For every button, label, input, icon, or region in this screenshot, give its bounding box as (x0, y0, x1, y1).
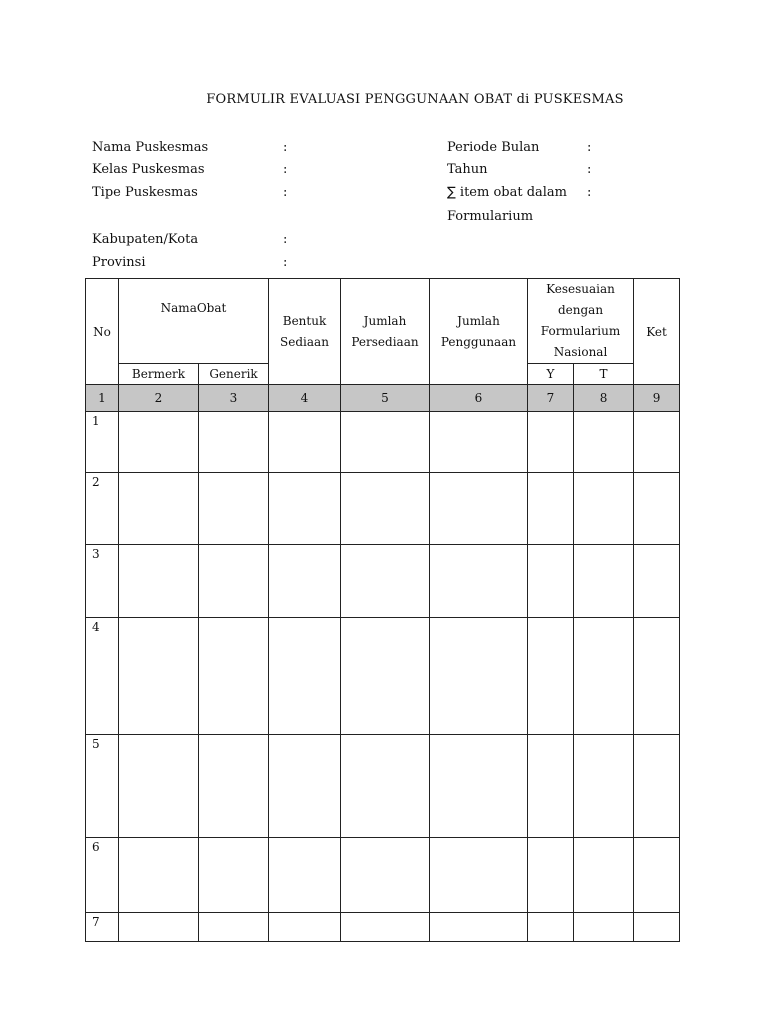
cell-jumlah-persediaan[interactable] (341, 545, 430, 618)
row-number: 6 (86, 838, 119, 913)
label-kelas-puskesmas: Kelas Puskesmas (92, 162, 205, 177)
cell-jumlah-penggunaan[interactable] (430, 913, 528, 942)
label-periode-bulan: Periode Bulan (447, 140, 540, 155)
cell-jumlah-penggunaan[interactable] (430, 545, 528, 618)
cell-jumlah-penggunaan[interactable] (430, 735, 528, 838)
colon-periode-bulan: : (587, 140, 592, 155)
table-row (86, 412, 680, 473)
cell-ket[interactable] (634, 545, 680, 618)
cell-t[interactable] (574, 618, 634, 735)
column-number: 1 (86, 385, 119, 412)
label-nama-puskesmas: Nama Puskesmas (92, 140, 209, 155)
cell-ket[interactable] (634, 618, 680, 735)
cell-generik[interactable] (199, 473, 269, 545)
cell-ket[interactable] (634, 735, 680, 838)
header-generik: Generik (199, 364, 269, 385)
header-kesesuaian: Kesesuaian dengan Formularium Nasional (528, 279, 634, 364)
cell-jumlah-persediaan[interactable] (341, 473, 430, 545)
cell-bentuk-sediaan[interactable] (269, 838, 341, 913)
cell-generik[interactable] (199, 412, 269, 473)
sum-symbol: ∑ (447, 185, 456, 200)
cell-t[interactable] (574, 913, 634, 942)
cell-generik[interactable] (199, 913, 269, 942)
cell-bermerk[interactable] (119, 735, 199, 838)
item-obat-line2: Formularium (447, 209, 534, 224)
label-kabupaten-kota: Kabupaten/Kota (92, 232, 199, 247)
cell-t[interactable] (574, 735, 634, 838)
colon-tahun: : (587, 162, 592, 177)
cell-bermerk[interactable] (119, 838, 199, 913)
column-number: 5 (341, 385, 430, 412)
cell-bermerk[interactable] (119, 473, 199, 545)
cell-generik[interactable] (199, 735, 269, 838)
cell-t[interactable] (574, 838, 634, 913)
table-row (86, 473, 680, 545)
cell-ket[interactable] (634, 838, 680, 913)
column-number: 7 (528, 385, 574, 412)
cell-bentuk-sediaan[interactable] (269, 618, 341, 735)
cell-jumlah-persediaan[interactable] (341, 838, 430, 913)
colon-kabupaten-kota: : (283, 232, 288, 247)
header-y: Y (528, 364, 574, 385)
cell-ket[interactable] (634, 412, 680, 473)
table-row (86, 735, 680, 838)
cell-bentuk-sediaan[interactable] (269, 545, 341, 618)
cell-bentuk-sediaan[interactable] (269, 473, 341, 545)
colon-tipe-puskesmas: : (283, 185, 288, 200)
cell-bermerk[interactable] (119, 618, 199, 735)
table-row (86, 913, 680, 942)
colon-item-obat: : (587, 185, 592, 200)
cell-t[interactable] (574, 473, 634, 545)
colon-provinsi: : (283, 255, 288, 270)
row-number: 4 (86, 618, 119, 735)
label-tahun: Tahun (447, 162, 488, 177)
cell-generik[interactable] (199, 545, 269, 618)
cell-y[interactable] (528, 545, 574, 618)
header-jumlah-persediaan: Jumlah Persediaan (341, 279, 430, 385)
row-number: 3 (86, 545, 119, 618)
label-provinsi: Provinsi (92, 255, 146, 270)
evaluation-table (85, 278, 680, 942)
column-number: 3 (199, 385, 269, 412)
cell-jumlah-penggunaan[interactable] (430, 838, 528, 913)
table-row (86, 545, 680, 618)
cell-jumlah-penggunaan[interactable] (430, 473, 528, 545)
header-bermerk: Bermerk (119, 364, 199, 385)
column-number: 8 (574, 385, 634, 412)
header-nama-obat: NamaObat (119, 279, 269, 364)
column-number-row (86, 385, 680, 412)
cell-jumlah-persediaan[interactable] (341, 913, 430, 942)
cell-jumlah-persediaan[interactable] (341, 618, 430, 735)
header-jumlah-penggunaan: Jumlah Penggunaan (430, 279, 528, 385)
cell-ket[interactable] (634, 473, 680, 545)
cell-bermerk[interactable] (119, 545, 199, 618)
header-ket: Ket (634, 279, 680, 385)
cell-bentuk-sediaan[interactable] (269, 412, 341, 473)
cell-bermerk[interactable] (119, 412, 199, 473)
row-number: 7 (86, 913, 119, 942)
row-number: 1 (86, 412, 119, 473)
item-obat-line1: item obat dalam (459, 185, 568, 200)
cell-jumlah-penggunaan[interactable] (430, 412, 528, 473)
header-no: No (86, 279, 119, 385)
label-tipe-puskesmas: Tipe Puskesmas (92, 185, 198, 200)
header-bentuk-sediaan: Bentuk Sediaan (269, 279, 341, 385)
column-number: 9 (634, 385, 680, 412)
column-number: 6 (430, 385, 528, 412)
cell-jumlah-persediaan[interactable] (341, 412, 430, 473)
colon-nama-puskesmas: : (283, 140, 288, 155)
cell-generik[interactable] (199, 838, 269, 913)
label-item-obat (447, 185, 567, 201)
cell-y[interactable] (528, 838, 574, 913)
cell-t[interactable] (574, 545, 634, 618)
row-number: 5 (86, 735, 119, 838)
cell-ket[interactable] (634, 913, 680, 942)
cell-bermerk[interactable] (119, 913, 199, 942)
cell-bentuk-sediaan[interactable] (269, 735, 341, 838)
table-row (86, 838, 680, 913)
column-number: 4 (269, 385, 341, 412)
cell-generik[interactable] (199, 618, 269, 735)
cell-jumlah-penggunaan[interactable] (430, 618, 528, 735)
cell-t[interactable] (574, 412, 634, 473)
cell-bentuk-sediaan[interactable] (269, 913, 341, 942)
column-number: 2 (119, 385, 199, 412)
cell-y[interactable] (528, 473, 574, 545)
cell-y[interactable] (528, 913, 574, 942)
header-t: T (574, 364, 634, 385)
cell-jumlah-persediaan[interactable] (341, 735, 430, 838)
cell-y[interactable] (528, 412, 574, 473)
form-title: FORMULIR EVALUASI PENGGUNAAN OBAT di PUSKESMAS (206, 92, 624, 107)
table-row (86, 618, 680, 735)
cell-y[interactable] (528, 618, 574, 735)
cell-y[interactable] (528, 735, 574, 838)
row-number: 2 (86, 473, 119, 545)
colon-kelas-puskesmas: : (283, 162, 288, 177)
